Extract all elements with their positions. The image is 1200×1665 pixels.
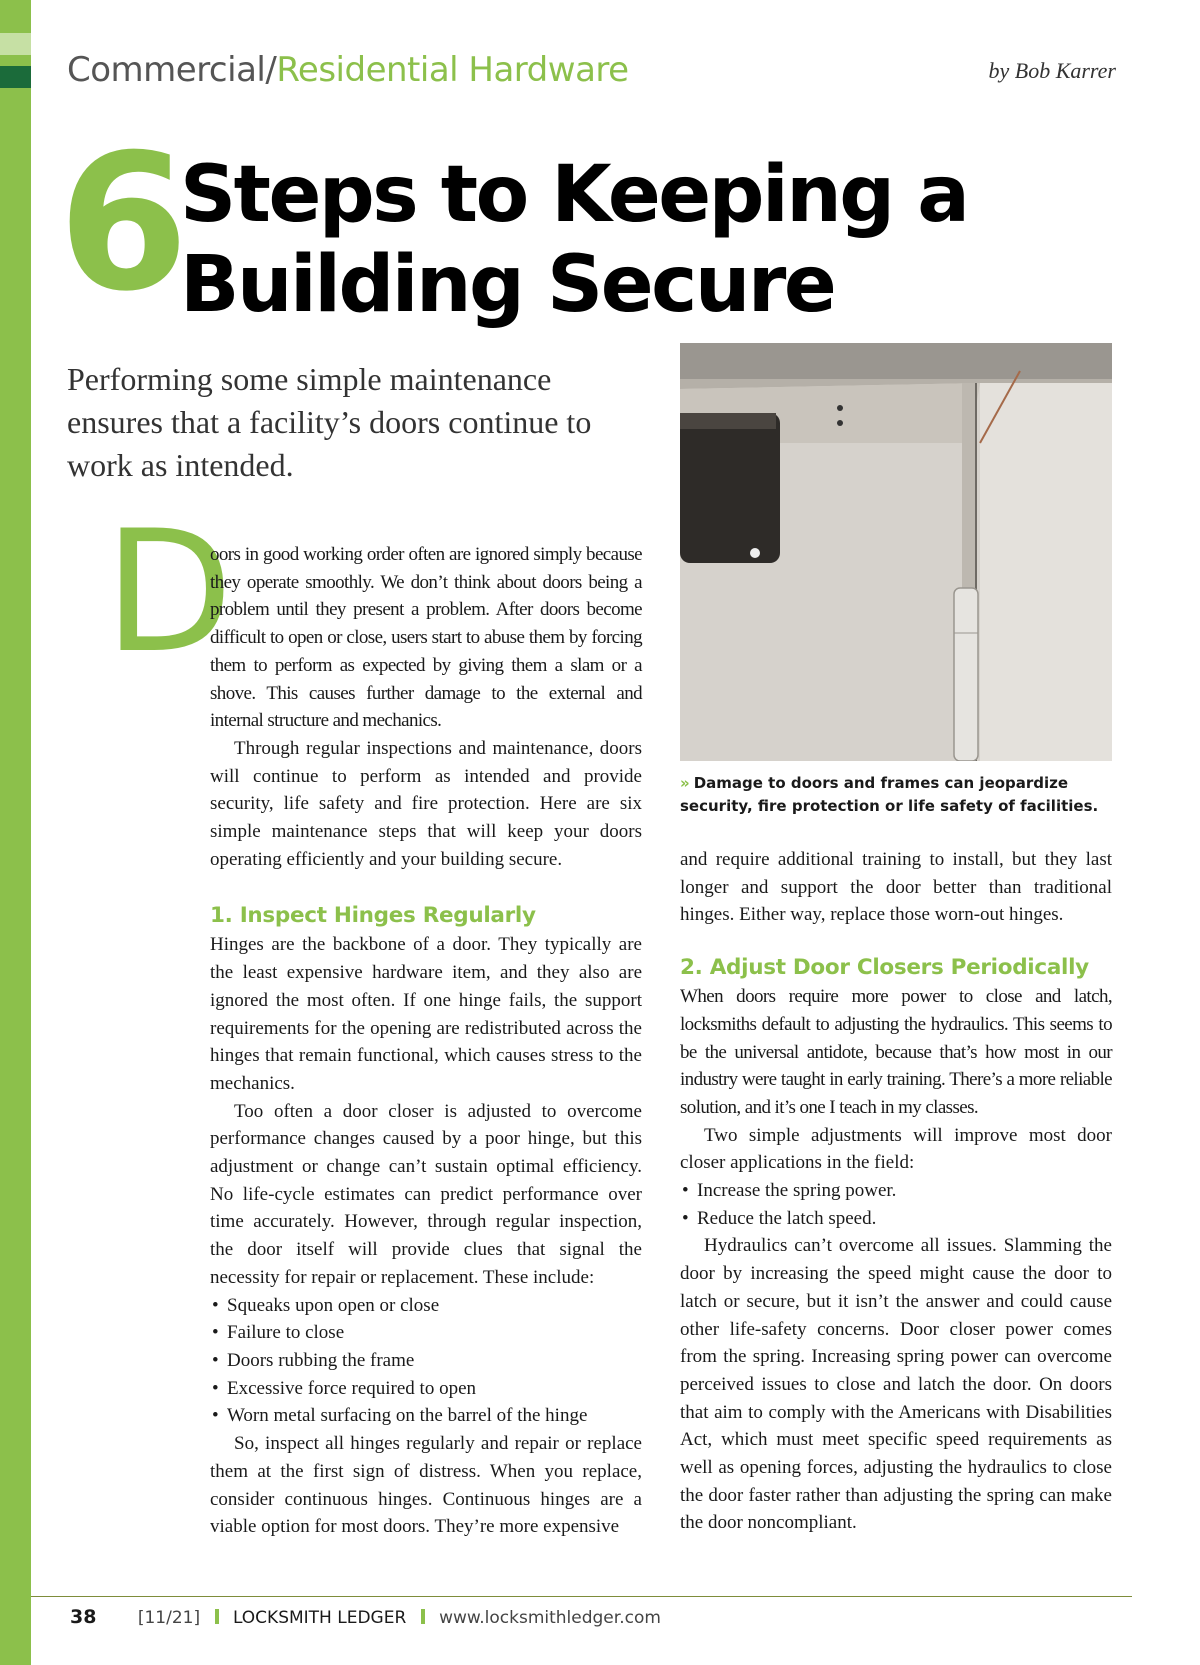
section-2-heading: 2. Adjust Door Closers Periodically xyxy=(680,955,1089,981)
title-line-2: Building Secure xyxy=(180,240,835,330)
list-item: • Squeaks upon open or close xyxy=(210,1292,642,1320)
intro-paragraph-1: oors in good working order often are ignored simply because they operate smoothly. We don’t think about doors being a problem until they present a problem. After doors become difficult to open or close, users start to abuse them by forcing them to perform as expected by giving them a slam or a shove. This causes further damage to the external and internal structure and mechanics. xyxy=(210,544,642,732)
section-label-primary: Commercial/ xyxy=(67,50,277,90)
intro-paragraph-2: Through regular inspections and maintenance, doors will continue to perform as intended and provide security, life safety and fire protection. Here are six simple maintenance steps that will keep your doors operating efficiently and your building secure. xyxy=(210,737,642,870)
page-footer xyxy=(70,1606,661,1628)
website-link[interactable]: www.locksmithledger.com xyxy=(439,1608,661,1628)
accent-block-dark xyxy=(0,66,31,88)
page-title xyxy=(180,150,967,330)
section-1-heading: 1. Inspect Hinges Regularly xyxy=(210,903,536,929)
footer-divider xyxy=(31,1596,1132,1597)
section-1-paragraph-3-continued: and require additional training to install, but they last longer and support the door better than traditional hinges. Either way, replace those worn-out hinges. xyxy=(680,849,1112,926)
hinge-warning-list xyxy=(210,1292,642,1431)
list-item: • Failure to close xyxy=(210,1319,642,1347)
accent-sidebar-bar xyxy=(0,0,31,1665)
title-number: 6 xyxy=(58,114,183,333)
page-number: 38 xyxy=(70,1606,97,1628)
left-column xyxy=(210,541,642,1541)
footer-separator xyxy=(215,1609,219,1624)
list-item: • Excessive force required to open xyxy=(210,1375,642,1403)
photo-caption xyxy=(680,772,1112,818)
list-item: • Increase the spring power. xyxy=(680,1177,1112,1205)
section-2-paragraph-3: Hydraulics can’t overcome all issues. Slamming the door by increasing the speed might cause the door to latch or secure, but it isn’t the answer and could cause other life-safety concerns. Door closer power comes from the spring. Increasing spring power can overcome perceived issues to close and latch the door. On doors that aim to comply with the Americans with Disabilities Act, which must meet specific speed requirements as well as opening forces, adjusting the hydraulics to close the door faster rather than adjusting the spring can make the door noncompliant. xyxy=(680,1235,1112,1534)
caption-text: Damage to doors and frames can jeopardize security, fire protection or life safety of facilities. xyxy=(680,774,1099,815)
section-1-paragraph-2: Too often a door closer is adjusted to overcome performance changes caused by a poor hinge, but this adjustment or change can’t sustain optimal efficiency. No life-cycle estimates can predict performance over time accurately. However, through regular inspection, the door itself will provide clues that signal the necessity for repair or replacement. These include: xyxy=(210,1100,642,1288)
list-item: • Doors rubbing the frame xyxy=(210,1347,642,1375)
article-deck: Performing some simple maintenance ensures that a facility’s doors continue to work as intended. xyxy=(67,361,592,483)
author-byline: by Bob Karrer xyxy=(988,58,1116,83)
section-label-secondary: Residential Hardware xyxy=(276,50,629,90)
door-frame-photo xyxy=(680,343,1112,761)
section-label xyxy=(67,50,629,90)
door-frame-image xyxy=(680,343,1112,761)
issue-date: [11/21] xyxy=(137,1608,201,1628)
list-item: • Reduce the latch speed. xyxy=(680,1205,1112,1233)
section-2-paragraph-1: When doors require more power to close and latch, locksmiths default to adjusting the hydraulics. This seems to be the universal antidote, because that’s how most in our industry were taught in early training. There’s a more reliable solution, and it’s one I teach in my classes. xyxy=(680,986,1112,1118)
accent-block-light xyxy=(0,33,31,55)
list-item: • Worn metal surfacing on the barrel of the hinge xyxy=(210,1402,642,1430)
footer-separator xyxy=(421,1609,425,1624)
section-1-paragraph-1: Hinges are the backbone of a door. They typically are the least expensive hardware item, and they also are ignored the most often. If one hinge fails, the support requirements for the opening are redistributed across the hinges that remain functional, which causes stress to the mechanics. xyxy=(210,934,642,1094)
title-line-1: Steps to Keeping a xyxy=(180,150,968,240)
closer-adjustment-list xyxy=(680,1177,1112,1232)
drop-cap: D xyxy=(104,494,234,690)
chevron-right-icon: » xyxy=(680,774,690,792)
section-2-paragraph-2: Two simple adjustments will improve most door closer applications in the field: xyxy=(680,1124,1112,1174)
section-1-paragraph-3: So, inspect all hinges regularly and repair or replace them at the first sign of distress. When you replace, consider continuous hinges. Continuous hinges are a viable option for most doors. They’re more expensive xyxy=(210,1433,642,1538)
right-column xyxy=(680,846,1112,1537)
magazine-name: LOCKSMITH LEDGER xyxy=(232,1608,407,1628)
